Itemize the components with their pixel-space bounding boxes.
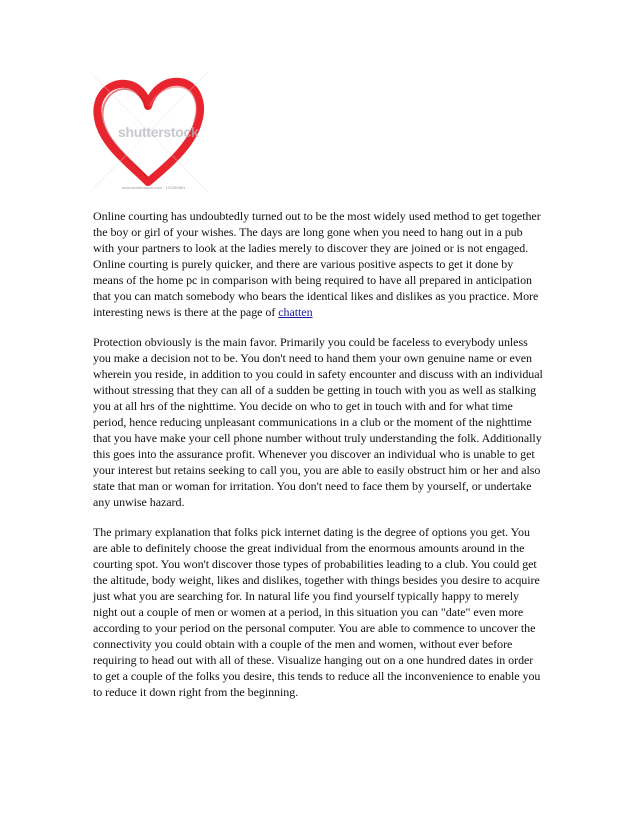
heart-image [90, 72, 208, 192]
image-caption: www.shutterstock.com · 121289851 [122, 185, 186, 190]
chatten-link[interactable]: chatten [278, 305, 313, 319]
article-body [93, 208, 545, 714]
paragraph-2: Protection obviously is the main favor. Primarily you could be faceless to everybody unless you make a decision not to be. You don't need to hand them your own genuine name or even wherein you reside, in addition to you could in safety encounter and discuss with an individual without stressing that they can all of a sudden be getting in touch with you as well as stalking you at all hrs of the nighttime. You decide on who to get in touch with and for what time period, hence reducing unpleasant communications in a club or the moment of the nighttime that you have make your cell phone number without truly understanding the folk. Additionally this goes into the assurance profit. Whenever you discover an individual who is unable to get your interest but retains seeking to call you, you are able to easily obstruct him or her and also state that man or woman for irritation. You don't need to face them by yourself, or undertake any unwise hazard. [93, 335, 543, 509]
paragraph-1-text: Online courting has undoubtedly turned out to be the most widely used method to get together the boy or girl of your wishes. The days are long gone when you need to hang out in a pub with your partners to look at the ladies merely to discover they are joined or is not engaged. Online courting is purely quicker, and there are various positive aspects to get it done by means of the home pc in comparison with being required to have all prepared in anticipation that you can match somebody who bears the identical likes and dislikes as you practice. More interesting news is there at the page of [93, 209, 541, 319]
paragraph-3: The primary explanation that folks pick internet dating is the degree of options you get. You are able to definitely choose the great individual from the enormous amounts around in the courting spot. You won't discover those types of probabilities leading to a club. You could get the altitude, body weight, likes and dislikes, together with things besides you desire to acquire just what you are searching for. In natural life you find yourself typically happy to merely night out a couple of men or women at a period, in this situation you can "date" even more according to your period on the personal computer. You are able to commence to uncover the connectivity you could obtain with a couple of the men and women, without ever before requiring to head out with all of these. Visualize hanging out on a one hundred dates in order to get a couple of the folks you desire, this tends to reduce all the inconvenience to enable you to reduce it down right from the beginning. [93, 525, 541, 699]
watermark-text: shutterstock [118, 124, 199, 140]
paragraph-1 [93, 208, 545, 320]
